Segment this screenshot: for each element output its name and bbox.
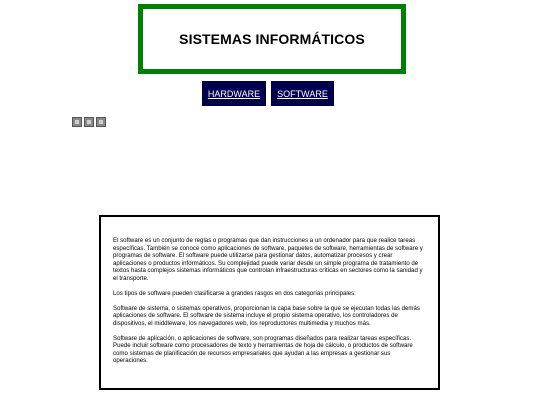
content-box: [99, 215, 440, 390]
paragraph-categories: Los tipos de software pueden clasificarse a grandes rasgos en dos categorías principales:: [113, 289, 356, 297]
media-controls: [72, 117, 106, 127]
main-nav: [202, 81, 334, 106]
small-square-icon[interactable]: [96, 117, 106, 127]
paragraph-application-software: Software de aplicación, o aplicaciones de software, son programas diseñados para realizar tareas específicas. Puede incluir software como procesadores de texto y herramientas de hoja de cálculo, o productos de software como sistemas de planificación de recursos empresariales que ayudan a las empresas a gestionar sus operaciones.: [113, 334, 413, 365]
paragraph-intro: El software es un conjunto de reglas o programas que dan instrucciones a un ordenador para que realice tareas específicas. También se conoce como aplicaciones de software, paquetes de software, herramientas de software y programas de software. El software puede utilizarse para gestionar datos, automatizar procesos y crear aplicaciones o productos informáticos. Su complejidad puede variar desde un simple programa de tratamiento de textos hasta complejos sistemas informáticos que controlan infraestructuras críticas en sectores como la sanidad y el transporte.: [113, 237, 423, 282]
small-square-icon[interactable]: [84, 117, 94, 127]
title-box: [138, 4, 406, 74]
nav-link-software[interactable]: SOFTWARE: [271, 81, 334, 106]
page-title: SISTEMAS INFORMÁTICOS: [179, 31, 365, 47]
small-square-icon[interactable]: [72, 117, 82, 127]
nav-link-hardware[interactable]: HARDWARE: [202, 81, 266, 106]
paragraph-system-software: Software de sistema, o sistemas operativos, proporcionan la capa base sobre la que se ejecutan todas las demás aplicaciones de software. El software de sistema incluye el propio sistema operativo, los controladores de dispositivos, el middleware, los navegadores web, los reproductores multimedia y muchos más.: [113, 304, 420, 327]
